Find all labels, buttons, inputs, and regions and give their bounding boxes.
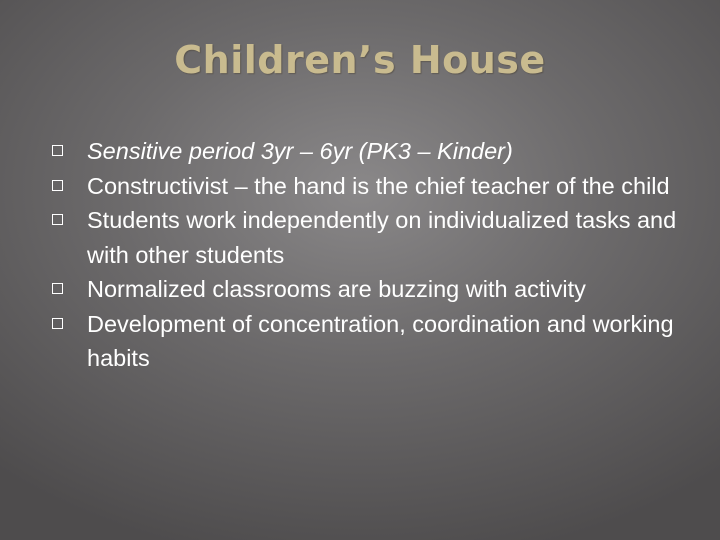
- bullet-text: Sensitive period 3yr – 6yr (PK3 – Kinder): [87, 138, 513, 164]
- hollow-square-bullet-icon: [52, 145, 63, 156]
- hollow-square-bullet-icon: [52, 318, 63, 329]
- bullet-item: [0, 307, 720, 376]
- bullet-text: Development of concentration, coordination and working habits: [87, 310, 674, 371]
- bullet-item: [0, 169, 720, 204]
- bullet-item: [0, 272, 720, 307]
- bullet-text: Students work independently on individualized tasks and with other students: [87, 207, 677, 268]
- bullet-item: [0, 203, 720, 272]
- bullet-text: Normalized classrooms are buzzing with activity: [87, 276, 586, 302]
- bullet-item: [0, 134, 720, 169]
- hollow-square-bullet-icon: [52, 180, 63, 191]
- bullet-list: [0, 134, 720, 376]
- hollow-square-bullet-icon: [52, 283, 63, 294]
- hollow-square-bullet-icon: [52, 214, 63, 225]
- bullet-text: Constructivist – the hand is the chief teacher of the child: [87, 172, 670, 199]
- slide-title: Children’s House: [174, 38, 546, 82]
